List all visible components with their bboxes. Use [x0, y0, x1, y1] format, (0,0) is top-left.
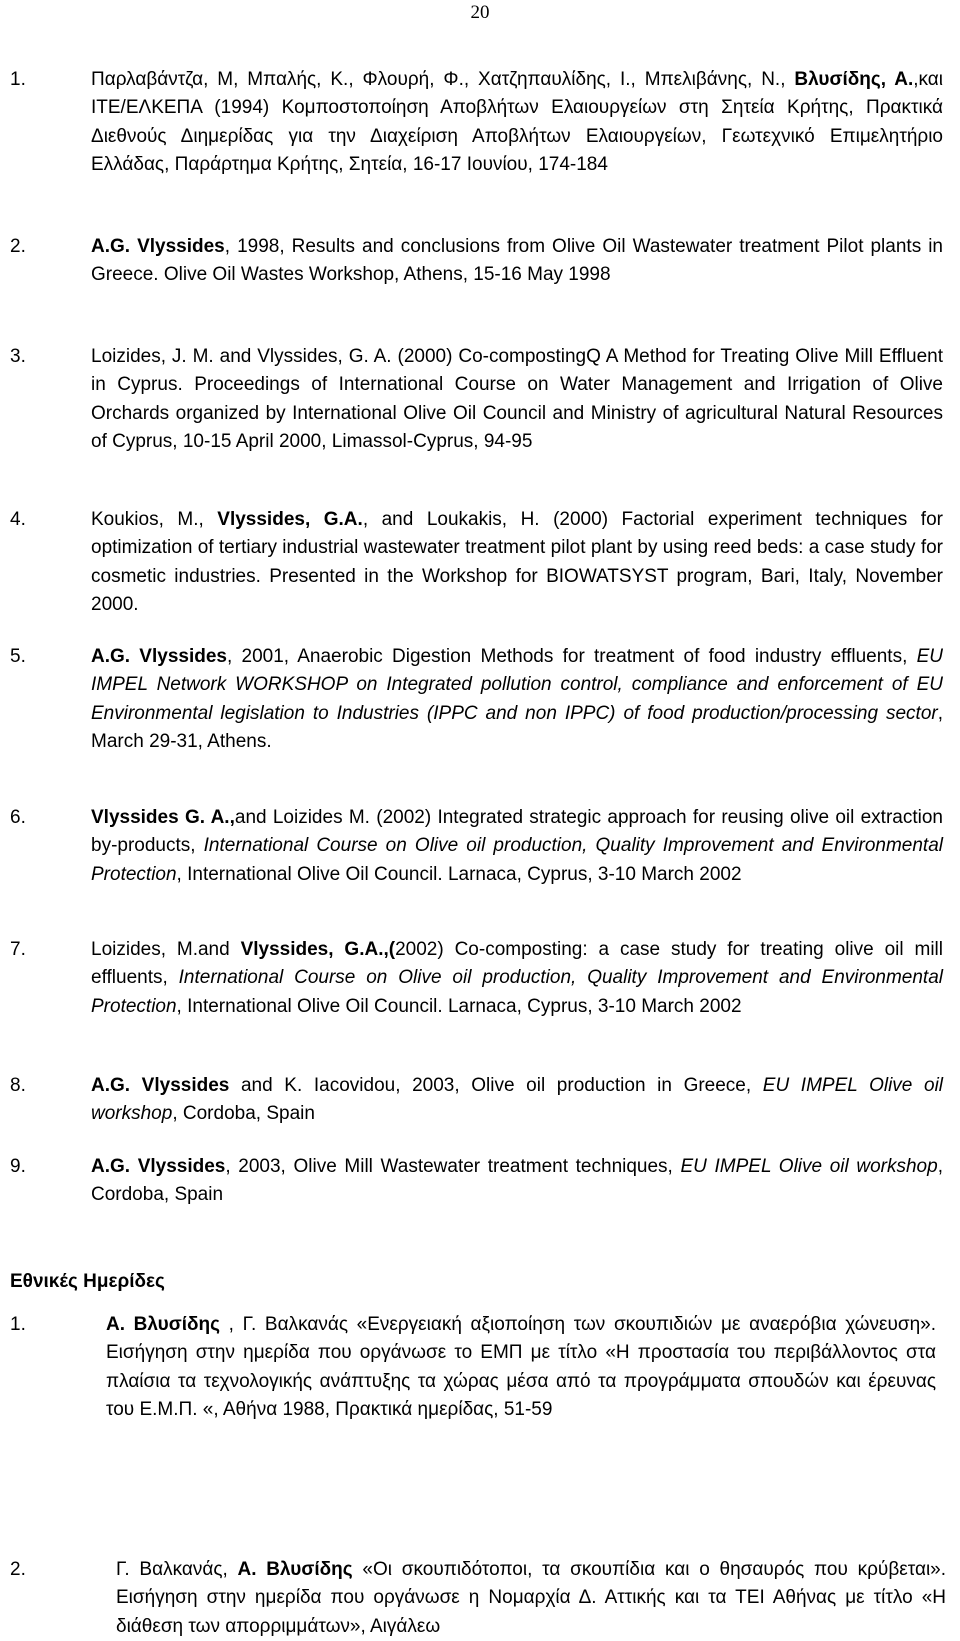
reference-text: A.G. Vlyssides, 2001, Anaerobic Digestion Methods for treatment of food industry effluents, EU IMPEL Network WORKSHOP on Integrated pollution control, compliance and enforcement of EU Environmental legislation to Industries (IPPC and non IPPC) of food production/processing sector, March 29-31, Athens.: [91, 646, 944, 753]
reference-number: 7.: [10, 939, 26, 960]
reference-text: Παρλαβάντζα, Μ, Μπαλής, Κ., Φλουρή, Φ., Χατζηπαυλίδης, Ι., Μπελιβάνης, Ν., Βλυσίδης, Α.,και ΙΤΕ/ΕΛΚΕΠΑ (1994) Κομποστοποίηση Αποβλήτων Ελαιουργείων στη Σητεία Κρήτης, Πρακτικά Διεθνούς Διημερίδας για την Διαχείριση Αποβλήτων Ελαιουργείων, Γεωτεχνικό Επιμελητήριο Ελλάδας, Παράρτημα Κρήτης, Σητεία, 16-17 Ιουνίου, 174-184: [91, 69, 944, 176]
section-title: Εθνικές Ημερίδες: [10, 1271, 165, 1292]
reference-number: 4.: [10, 509, 26, 530]
reference-text: A.G. Vlyssides, 1998, Results and conclusions from Olive Oil Wastewater treatment Pilot plants in Greece. Olive Oil Wastes Workshop, Athens, 15-16 May 1998: [91, 236, 944, 286]
reference-text: A.G. Vlyssides and K. Iacovidou, 2003, Olive oil production in Greece, EU IMPEL Olive oil workshop, Cordoba, Spain: [91, 1075, 944, 1125]
page-number: 20: [470, 2, 490, 23]
reference-text: Loizides, J. M. and Vlyssides, G. A. (2000) Co-compostingQ A Method for Treating Olive Mill Effluent in Cyprus. Proceedings of International Course on Water Management and Irrigation of Olive Orchards organized by International Olive Oil Council and Ministry of agricultural Natural Resources of Cyprus, 10-15 April 2000, Limassol-Cyprus, 94-95: [91, 346, 943, 453]
reference-text: Γ. Βαλκανάς, Α. Βλυσίδης «Οι σκουπιδότοποι, τα σκουπίδια και ο θησαυρός που κρύβεται». Εισήγηση στην ημερίδα που οργάνωσε η Νομαρχία Δ. Αττικής και τα ΤΕΙ Αθήνας με τίτλο «Η διάθεση των απορριμμάτων», Αιγάλεω: [116, 1559, 947, 1637]
reference-number: 9.: [10, 1156, 26, 1177]
reference-number: 2.: [10, 236, 26, 257]
reference-text: A.G. Vlyssides, 2003, Olive Mill Wastewater treatment techniques, EU IMPEL Olive oil workshop, Cordoba, Spain: [91, 1156, 943, 1206]
reference-number: 8.: [10, 1075, 26, 1096]
reference-number: 5.: [10, 646, 26, 667]
reference-number: 3.: [10, 346, 26, 367]
reference-text: Koukios, M., Vlyssides, G.A., and Loukakis, H. (2000) Factorial experiment techniques for optimization of tertiary industrial wastewater treatment pilot plant by using reed beds: a case study for cosmetic industries. Presented in the Workshop for BIOWATSYST program, Bari, Italy, November 2000.: [91, 509, 943, 616]
reference-number: 1.: [10, 1314, 26, 1335]
reference-number: 6.: [10, 807, 26, 828]
reference-text: Vlyssides G. A.,and Loizides M. (2002) Integrated strategic approach for reusing olive oil extraction by-products, International Course on Olive oil production, Quality Improvement and Environmental Protection, International Olive Oil Council. Larnaca, Cyprus, 3-10 March 2002: [91, 807, 943, 885]
reference-number: 2.: [10, 1559, 26, 1580]
reference-number: 1.: [10, 69, 26, 90]
reference-text: Α. Βλυσίδης , Γ. Βαλκανάς «Ενεργειακή αξιοποίηση των σκουπιδιών με αναερόβια χώνευση». Εισήγηση στην ημερίδα που οργάνωσε το ΕΜΠ με τίτλο «Η προστασία του περιβάλλοντος στα πλαίσια τα τεχνολογικής ανάπτυξης τα χώρας μέσα από τα προγράμματα σπουδών και έρευνας του Ε.Μ.Π. «, Αθήνα 1988, Πρακτικά ημερίδας, 51-59: [106, 1314, 937, 1421]
reference-text: Loizides, M.and Vlyssides, G.A.,(2002) Co-composting: a case study for treating olive oil mill effluents, International Course on Olive oil production, Quality Improvement and Environmental Protection, International Olive Oil Council. Larnaca, Cyprus, 3-10 March 2002: [91, 939, 943, 1017]
